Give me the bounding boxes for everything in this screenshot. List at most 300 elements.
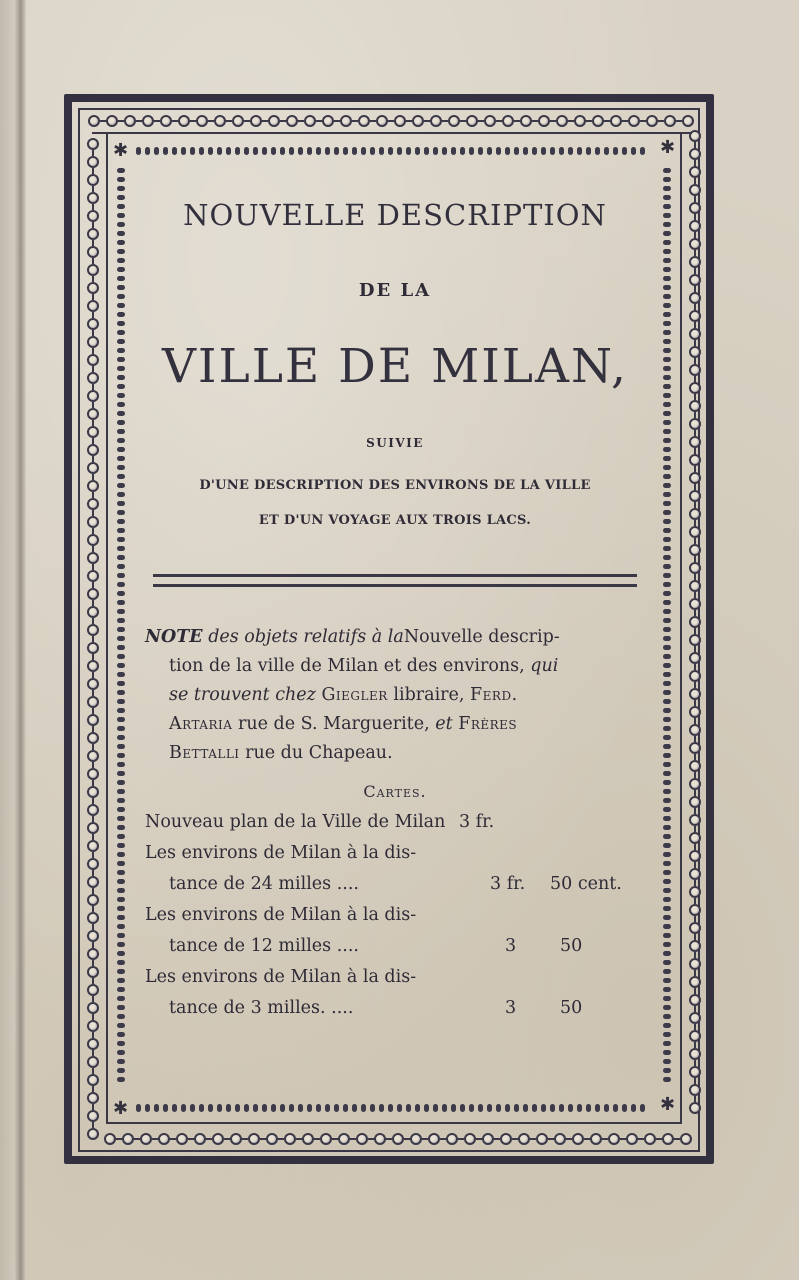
chain-ornament-icon	[663, 807, 671, 812]
chain-ornament-icon	[663, 429, 671, 434]
chain-ornament-icon	[663, 240, 671, 245]
chain-ornament-icon	[154, 1104, 159, 1112]
chain-ornament-icon	[117, 1068, 125, 1073]
bead-ornament-icon	[87, 318, 99, 330]
chain-ornament-icon	[117, 177, 125, 182]
chain-ornament-icon	[307, 147, 312, 155]
chain-ornament-icon	[117, 834, 125, 839]
publisher-artaria: Artaria	[169, 714, 233, 734]
chain-ornament-icon	[663, 636, 671, 641]
bead-ornament-icon	[689, 310, 701, 322]
inner-rule-bottom	[106, 1122, 682, 1124]
item-price-francs: 3 fr.	[490, 874, 526, 894]
chain-ornament-icon	[117, 591, 125, 596]
chain-ornament-icon	[117, 780, 125, 785]
bead-ornament-icon	[322, 115, 334, 127]
note-title-ref: Nouvelle descrip-	[403, 627, 560, 647]
chain-ornament-icon	[117, 870, 125, 875]
chain-ornament-icon	[117, 924, 125, 929]
bead-ornament-icon	[268, 115, 280, 127]
bead-ornament-icon	[87, 966, 99, 978]
chain-ornament-icon	[226, 147, 231, 155]
bead-ornament-icon	[689, 904, 701, 916]
bead-ornament-icon	[87, 642, 99, 654]
bead-ornament-icon	[689, 886, 701, 898]
chain-border-left	[116, 168, 126, 1093]
bead-ornament-icon	[689, 472, 701, 484]
chain-ornament-icon	[117, 609, 125, 614]
chain-ornament-icon	[663, 870, 671, 875]
bead-ornament-icon	[689, 940, 701, 952]
chain-ornament-icon	[469, 1104, 474, 1112]
item-distance: tance de 12 milles	[169, 936, 332, 956]
chain-ornament-icon	[663, 915, 671, 920]
chain-ornament-icon	[361, 147, 366, 155]
chain-ornament-icon	[442, 1104, 447, 1112]
bead-ornament-icon	[284, 1133, 296, 1145]
publisher-bettalli: Bettalli	[169, 743, 240, 763]
bead-ornament-icon	[232, 115, 244, 127]
chain-ornament-icon	[117, 555, 125, 560]
book-spine-edge	[0, 0, 26, 1280]
chain-ornament-icon	[163, 1104, 168, 1112]
bead-ornament-icon	[214, 115, 226, 127]
chain-ornament-icon	[379, 147, 384, 155]
chain-ornament-icon	[397, 147, 402, 155]
chain-ornament-icon	[117, 267, 125, 272]
bead-ornament-icon	[689, 670, 701, 682]
bead-ornament-icon	[266, 1133, 278, 1145]
bead-ornament-icon	[87, 714, 99, 726]
chain-ornament-icon	[244, 1104, 249, 1112]
chain-ornament-icon	[663, 951, 671, 956]
chain-ornament-icon	[663, 411, 671, 416]
chain-ornament-icon	[663, 672, 671, 677]
bead-ornament-icon	[87, 174, 99, 186]
chain-ornament-icon	[117, 663, 125, 668]
chain-ornament-icon	[370, 1104, 375, 1112]
chain-ornament-icon	[663, 384, 671, 389]
bead-ornament-icon	[358, 115, 370, 127]
chain-ornament-icon	[663, 726, 671, 731]
chain-ornament-icon	[181, 147, 186, 155]
item-description: Les environs de Milan à la dis-	[145, 967, 417, 987]
bead-ornament-icon	[87, 246, 99, 258]
bead-ornament-icon	[87, 588, 99, 600]
bead-ornament-icon	[104, 1133, 116, 1145]
bead-ornament-icon	[500, 1133, 512, 1145]
bead-ornament-icon	[88, 115, 100, 127]
chain-ornament-icon	[577, 1104, 582, 1112]
leader-dots: ....	[336, 874, 359, 894]
chain-ornament-icon	[663, 492, 671, 497]
bead-ornament-icon	[689, 1012, 701, 1024]
chain-ornament-icon	[663, 924, 671, 929]
note-line2: tion de la ville de Milan et des environs,	[169, 656, 525, 676]
chain-ornament-icon	[613, 147, 618, 155]
chain-ornament-icon	[663, 366, 671, 371]
chain-ornament-icon	[117, 411, 125, 416]
chain-ornament-icon	[541, 147, 546, 155]
chain-ornament-icon	[663, 375, 671, 380]
chain-ornament-icon	[663, 222, 671, 227]
chain-ornament-icon	[663, 312, 671, 317]
bead-ornament-icon	[87, 930, 99, 942]
chain-ornament-icon	[172, 147, 177, 155]
bead-ornament-icon	[689, 742, 701, 754]
bead-ornament-icon	[87, 606, 99, 618]
chain-ornament-icon	[117, 528, 125, 533]
chain-ornament-icon	[663, 258, 671, 263]
chain-ornament-icon	[663, 888, 671, 893]
chain-ornament-icon	[663, 1059, 671, 1064]
chain-ornament-icon	[217, 1104, 222, 1112]
chain-ornament-icon	[622, 1104, 627, 1112]
bead-ornament-icon	[248, 1133, 260, 1145]
bead-ornament-icon	[689, 598, 701, 610]
chain-ornament-icon	[117, 348, 125, 353]
section-heading-cartes: Cartes.	[363, 782, 427, 801]
bead-ornament-icon	[689, 382, 701, 394]
chain-ornament-icon	[181, 1104, 186, 1112]
title-line-nouvelle-description: NOUVELLE DESCRIPTION	[183, 198, 607, 232]
chain-ornament-icon	[370, 147, 375, 155]
chain-ornament-icon	[663, 348, 671, 353]
chain-ornament-icon	[262, 1104, 267, 1112]
chain-ornament-icon	[117, 618, 125, 623]
item-price-cents: 50 cent.	[550, 874, 622, 894]
chain-ornament-icon	[663, 1005, 671, 1010]
chain-ornament-icon	[663, 1023, 671, 1028]
chain-ornament-icon	[117, 699, 125, 704]
bead-ornament-icon	[87, 300, 99, 312]
bead-ornament-icon	[689, 778, 701, 790]
chain-ornament-icon	[559, 1104, 564, 1112]
chain-ornament-icon	[663, 483, 671, 488]
chain-ornament-icon	[117, 249, 125, 254]
chain-ornament-icon	[117, 366, 125, 371]
bead-ornament-icon	[689, 364, 701, 376]
bead-ornament-icon	[87, 1038, 99, 1050]
bead-ornament-icon	[484, 115, 496, 127]
bead-ornament-icon	[87, 354, 99, 366]
bead-ornament-icon	[689, 1084, 701, 1096]
bead-ornament-icon	[689, 1030, 701, 1042]
chain-ornament-icon	[117, 951, 125, 956]
bead-ornament-icon	[87, 768, 99, 780]
chain-ornament-icon	[235, 1104, 240, 1112]
bead-ornament-icon	[689, 238, 701, 250]
chain-ornament-icon	[117, 339, 125, 344]
bead-ornament-icon	[87, 1056, 99, 1068]
list-item	[145, 962, 645, 993]
chain-ornament-icon	[117, 771, 125, 776]
bead-ornament-icon	[87, 408, 99, 420]
list-item-continuation	[145, 931, 645, 962]
chain-ornament-icon	[663, 789, 671, 794]
chain-ornament-icon	[117, 375, 125, 380]
item-price-francs: 3	[505, 936, 517, 956]
bead-ornament-icon	[87, 264, 99, 276]
bead-ornament-icon	[87, 984, 99, 996]
bead-ornament-icon	[689, 580, 701, 592]
bead-ornament-icon	[412, 115, 424, 127]
chain-ornament-icon	[117, 1014, 125, 1019]
chain-ornament-icon	[298, 147, 303, 155]
bead-ornament-icon	[87, 948, 99, 960]
chain-ornament-icon	[117, 186, 125, 191]
bead-ornament-icon	[689, 508, 701, 520]
bead-ornament-icon	[87, 534, 99, 546]
bead-ornament-icon	[87, 156, 99, 168]
note-line5-text: rue du Chapeau.	[245, 743, 393, 763]
item-description: Les environs de Milan à la dis-	[145, 905, 417, 925]
chain-ornament-icon	[253, 1104, 258, 1112]
bead-ornament-icon	[87, 1002, 99, 1014]
chain-ornament-icon	[568, 1104, 573, 1112]
chain-ornament-icon	[577, 147, 582, 155]
bead-ornament-icon	[142, 115, 154, 127]
chain-ornament-icon	[496, 147, 501, 155]
bead-ornament-icon	[178, 115, 190, 127]
chain-ornament-icon	[117, 438, 125, 443]
bead-ornament-icon	[87, 894, 99, 906]
bead-ornament-icon	[87, 822, 99, 834]
list-item-continuation	[145, 869, 645, 900]
chain-ornament-icon	[640, 1104, 645, 1112]
chain-ornament-icon	[361, 1104, 366, 1112]
chain-ornament-icon	[663, 357, 671, 362]
chain-ornament-icon	[343, 1104, 348, 1112]
bead-ornament-icon	[689, 220, 701, 232]
chain-ornament-icon	[663, 177, 671, 182]
bead-ornament-icon	[87, 570, 99, 582]
bead-ornament-icon	[87, 480, 99, 492]
chain-ornament-icon	[117, 285, 125, 290]
chain-ornament-icon	[117, 276, 125, 281]
chain-ornament-icon	[117, 258, 125, 263]
chain-ornament-icon	[117, 222, 125, 227]
chain-ornament-icon	[117, 456, 125, 461]
bead-ornament-icon	[689, 706, 701, 718]
chain-ornament-icon	[604, 1104, 609, 1112]
chain-ornament-icon	[397, 1104, 402, 1112]
chain-ornament-icon	[663, 681, 671, 686]
chain-ornament-icon	[199, 147, 204, 155]
bead-ornament-icon	[610, 115, 622, 127]
bead-ornament-icon	[87, 786, 99, 798]
chain-ornament-icon	[117, 807, 125, 812]
publisher-freres: Frères	[458, 714, 518, 734]
chain-border-top	[136, 146, 656, 156]
subtitle-suivie: SUIVIE	[366, 436, 424, 450]
chain-ornament-icon	[117, 915, 125, 920]
bead-ornament-icon	[87, 372, 99, 384]
bead-ornament-icon	[689, 166, 701, 178]
chain-ornament-icon	[663, 285, 671, 290]
chain-ornament-icon	[663, 717, 671, 722]
bead-ornament-icon	[320, 1133, 332, 1145]
bead-ornament-icon	[87, 426, 99, 438]
chain-ornament-icon	[117, 501, 125, 506]
bead-ornament-icon	[448, 115, 460, 127]
bead-ornament-icon	[87, 750, 99, 762]
chain-ornament-icon	[117, 1023, 125, 1028]
chain-ornament-icon	[117, 816, 125, 821]
bead-border-top	[88, 112, 698, 130]
chain-ornament-icon	[117, 420, 125, 425]
chain-ornament-icon	[451, 147, 456, 155]
chain-ornament-icon	[663, 537, 671, 542]
bead-ornament-icon	[87, 660, 99, 672]
bead-ornament-icon	[87, 498, 99, 510]
asterisk-ornament-icon: ✱	[660, 1094, 676, 1115]
chain-ornament-icon	[663, 618, 671, 623]
chain-ornament-icon	[307, 1104, 312, 1112]
chain-ornament-icon	[663, 465, 671, 470]
chain-ornament-icon	[117, 357, 125, 362]
chain-ornament-icon	[117, 996, 125, 1001]
chain-ornament-icon	[316, 1104, 321, 1112]
note-label: NOTE	[145, 627, 203, 647]
chain-ornament-icon	[117, 465, 125, 470]
bead-ornament-icon	[87, 876, 99, 888]
chain-ornament-icon	[199, 1104, 204, 1112]
chain-ornament-icon	[172, 1104, 177, 1112]
chain-ornament-icon	[442, 147, 447, 155]
chain-ornament-icon	[663, 1077, 671, 1082]
bead-ornament-icon	[689, 346, 701, 358]
chain-ornament-icon	[663, 978, 671, 983]
bead-ornament-icon	[664, 115, 676, 127]
note-line4-italic: et	[435, 714, 453, 734]
bead-ornament-icon	[338, 1133, 350, 1145]
bead-ornament-icon	[536, 1133, 548, 1145]
chain-ornament-icon	[663, 186, 671, 191]
bead-ornament-icon	[574, 115, 586, 127]
chain-ornament-icon	[663, 1068, 671, 1073]
chain-ornament-icon	[622, 147, 627, 155]
bead-ornament-icon	[464, 1133, 476, 1145]
chain-ornament-icon	[117, 1032, 125, 1037]
chain-ornament-icon	[235, 147, 240, 155]
chain-ornament-icon	[388, 147, 393, 155]
chain-ornament-icon	[117, 393, 125, 398]
chain-ornament-icon	[117, 564, 125, 569]
bead-ornament-icon	[196, 115, 208, 127]
chain-ornament-icon	[663, 699, 671, 704]
chain-ornament-icon	[663, 474, 671, 479]
chain-ornament-icon	[523, 1104, 528, 1112]
chain-ornament-icon	[117, 825, 125, 830]
chain-ornament-icon	[117, 447, 125, 452]
bead-ornament-icon	[689, 202, 701, 214]
bead-ornament-icon	[644, 1133, 656, 1145]
bead-ornament-icon	[87, 858, 99, 870]
chain-ornament-icon	[663, 987, 671, 992]
bead-ornament-icon	[356, 1133, 368, 1145]
chain-ornament-icon	[663, 1041, 671, 1046]
bead-ornament-icon	[87, 552, 99, 564]
chain-ornament-icon	[117, 1005, 125, 1010]
inner-rule-right	[680, 134, 682, 1124]
bead-ornament-icon	[689, 148, 701, 160]
chain-ornament-icon	[663, 564, 671, 569]
chain-ornament-icon	[663, 906, 671, 911]
chain-ornament-icon	[505, 147, 510, 155]
chain-ornament-icon	[117, 582, 125, 587]
bead-ornament-icon	[646, 115, 658, 127]
title-line-de-la: DE LA	[358, 280, 432, 301]
chain-ornament-icon	[136, 147, 141, 155]
chain-border-bottom	[136, 1103, 656, 1113]
chain-ornament-icon	[117, 636, 125, 641]
bead-ornament-icon	[87, 678, 99, 690]
chain-ornament-icon	[271, 1104, 276, 1112]
chain-ornament-icon	[663, 690, 671, 695]
main-title: VILLE DE MILAN,	[161, 339, 628, 394]
chain-ornament-icon	[663, 528, 671, 533]
bead-ornament-icon	[689, 652, 701, 664]
chain-ornament-icon	[640, 147, 645, 155]
item-price: 3 fr.	[458, 812, 495, 832]
chain-ornament-icon	[663, 1050, 671, 1055]
bead-ornament-icon	[87, 1128, 99, 1140]
chain-ornament-icon	[523, 147, 528, 155]
chain-ornament-icon	[663, 321, 671, 326]
bead-ornament-icon	[87, 840, 99, 852]
chain-ornament-icon	[117, 654, 125, 659]
bead-ornament-icon	[87, 336, 99, 348]
chain-ornament-icon	[613, 1104, 618, 1112]
chain-ornament-icon	[663, 339, 671, 344]
chain-ornament-icon	[663, 654, 671, 659]
chain-ornament-icon	[663, 861, 671, 866]
chain-ornament-icon	[514, 147, 519, 155]
bead-ornament-icon	[158, 1133, 170, 1145]
chain-ornament-icon	[117, 303, 125, 308]
bead-ornament-icon	[466, 115, 478, 127]
bead-ornament-icon	[392, 1133, 404, 1145]
bead-ornament-icon	[520, 115, 532, 127]
bead-ornament-icon	[194, 1133, 206, 1145]
leader-dots: ....	[336, 936, 359, 956]
chain-ornament-icon	[663, 303, 671, 308]
chain-ornament-icon	[415, 147, 420, 155]
chain-ornament-icon	[117, 627, 125, 632]
chain-ornament-icon	[117, 843, 125, 848]
bead-ornament-icon	[140, 1133, 152, 1145]
bead-ornament-icon	[556, 115, 568, 127]
bead-ornament-icon	[554, 1133, 566, 1145]
chain-ornament-icon	[663, 393, 671, 398]
chain-ornament-icon	[117, 483, 125, 488]
chain-ornament-icon	[663, 735, 671, 740]
chain-ornament-icon	[663, 573, 671, 578]
chain-ornament-icon	[514, 1104, 519, 1112]
bead-ornament-icon	[286, 115, 298, 127]
chain-ornament-icon	[154, 147, 159, 155]
bead-ornament-icon	[482, 1133, 494, 1145]
chain-ornament-icon	[117, 726, 125, 731]
chain-ornament-icon	[586, 1104, 591, 1112]
chain-ornament-icon	[289, 1104, 294, 1112]
chain-ornament-icon	[663, 834, 671, 839]
chain-ornament-icon	[117, 195, 125, 200]
bead-ornament-icon	[689, 760, 701, 772]
bead-ornament-icon	[689, 724, 701, 736]
chain-ornament-icon	[663, 168, 671, 173]
